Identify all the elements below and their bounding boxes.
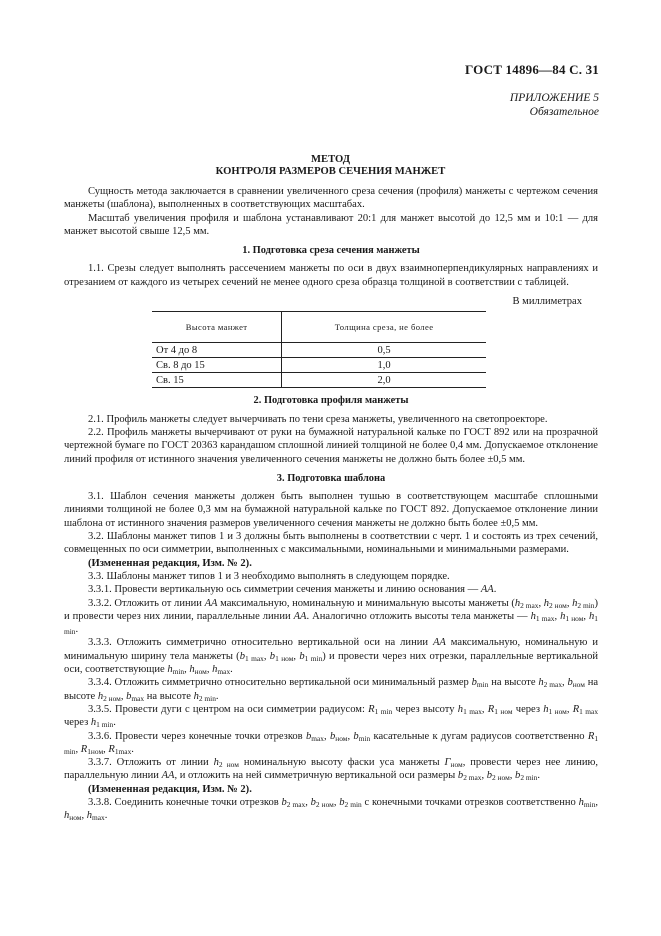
appendix-status: Обязательное xyxy=(529,106,599,118)
paragraph-3-3-6: 3.3.6. Провести через конечные точки отрезков $b_{max}$, $b_{ном}$, $b_{min}$ касательные к дугам радиусов соответственно $R_{1 min}$, $R_{1ном}$, $R_{1max}$. xyxy=(64,730,599,756)
page-header-doc-ref: ГОСТ 14896—84 С. 31 xyxy=(465,62,599,77)
paragraph-2-2: 2.2. Профиль манжеты вычерчивают от руки на бумажной натуральной кальке по ГОСТ 892 или на прозрачной чертежной бумаге по ГОСТ 20363 карандашом сплошной линией толщиной не более 0,4 мм. Допускаемое отклонение линий профиля от истинного значения увеличенного сечения манжеты не должно быть более ±0,5 мм. xyxy=(64,426,598,465)
cell-height: Св. 15 xyxy=(152,373,282,388)
table-col-thickness: Толщина среза, не более xyxy=(282,312,486,343)
title-line-1: МЕТОД xyxy=(311,154,350,165)
section-1-heading: 1. Подготовка среза сечения манжеты xyxy=(242,245,420,257)
paragraph-1-1: 1.1. Срезы следует выполнять рассечением манжеты по оси в двух взаимноперпендикулярных направлениях и отрезанием от каждого из четырех сечений не менее одного среза образца толщиной в соответствии с таблицей. xyxy=(64,263,598,288)
cell-height: Св. 8 до 15 xyxy=(152,358,282,373)
section-2-heading: 2. Подготовка профиля манжеты xyxy=(253,395,409,407)
amendment-note-2: (Измененная редакция, Изм. № 2). xyxy=(88,783,252,795)
slice-thickness-table xyxy=(152,311,486,388)
section-3-heading: 3. Подготовка шаблона xyxy=(276,472,386,484)
cell-thickness: 2,0 xyxy=(282,373,486,388)
table-units: В миллиметрах xyxy=(512,296,582,308)
document-title xyxy=(0,154,661,178)
paragraph-3-3-5: 3.3.5. Провести дуги с центром на оси симметрии радиусом: $R_{1 min}$ через высоту $h_{1 max}$, $R_{1 ном}$ через $h_{1 ном}$, $R_{1 max}$ через $h_{1 min}$. xyxy=(64,703,599,730)
paragraph-3-3-1: 3.3.1. Провести вертикальную ось симметрии сечения манжеты и линию основания — АА. xyxy=(88,584,497,596)
amendment-note-1: (Измененная редакция, Изм. № 2). xyxy=(88,557,252,569)
appendix-number: ПРИЛОЖЕНИЕ 5 xyxy=(509,92,599,104)
paragraph-3-3-2: 3.3.2. Отложить от линии АА максимальную, номинальную и минимальную высоты манжеты ($h_{2 max}$, $h_{2 ном}$, $h_{2 min}$) и провести через них линии, параллельные линии АА. Аналогично отложить высоты тела манжеты — $h_{1 max}$, $h_{1 ном}$, $h_{1 min}$. xyxy=(64,597,598,637)
table-row xyxy=(152,358,486,373)
appendix-label xyxy=(510,91,599,119)
table-header-row xyxy=(152,312,486,343)
intro-paragraph-1: Сущность метода заключается в сравнении увеличенного среза сечения (профиля) манжеты с чертежом сечения манжеты (шаблона), выполненных в соответствующих масштабах. xyxy=(64,186,598,211)
cell-height: От 4 до 8 xyxy=(152,343,282,358)
paragraph-3-3-4: 3.3.4. Отложить симметрично относительно вертикальной оси минимальный размер $b_{min}$ на высоте $h_{2 max}$, $b_{ном}$ на высоте $h_{2 ном}$, $b_{max}$ на высоте $h_{2 min}$. xyxy=(64,677,599,703)
cell-thickness: 1,0 xyxy=(282,358,486,373)
intro-paragraph-2: Масштаб увеличения профиля и шаблона устанавливают 20:1 для манжет высотой до 12,5 мм и 10:1 — для манжет высотой свыше 12,5 мм. xyxy=(64,212,598,237)
document-body xyxy=(64,185,598,823)
paragraph-2-1: 2.1. Профиль манжеты следует вычерчивать по тени среза манжеты, увеличенного на светопроекторе. xyxy=(88,413,548,425)
title-line-2: КОНТРОЛЯ РАЗМЕРОВ СЕЧЕНИЯ МАНЖЕТ xyxy=(215,166,446,177)
paragraph-3-1: 3.1. Шаблон сечения манжеты должен быть выполнен тушью в соответствующем масштабе сплошными линиями толщиной не более 0,3 мм на бумажной натуральной кальке по ГОСТ 892. Допускаемое отклонение линии шаблона от истинного значения размеров увеличенного сечения манжеты не должно быть более ±0,5 мм. xyxy=(64,491,598,529)
table-col-height: Высота манжет xyxy=(152,312,282,343)
paragraph-3-3-8: 3.3.8. Соединить конечные точки отрезков $b_{2 max}$, $b_{2 ном}$, $b_{2 min}$ с конечными точками отрезков соответственно $h_{min}$, $h_{ном}$, $h_{max}$. xyxy=(64,796,599,823)
paragraph-3-3: 3.3. Шаблоны манжет типов 1 и 3 необходимо выполнять в следующем порядке. xyxy=(88,570,450,582)
table-row xyxy=(152,373,486,388)
paragraph-3-2: 3.2. Шаблоны манжет типов 1 и 3 должны быть выполнены в соответствии с черт. 1 и состоять из трех сечений, совмещенных по оси симметрии, выполненных с максимальными, номинальными и минимальными размерами. xyxy=(64,531,598,556)
table-row xyxy=(152,343,486,358)
paragraph-3-3-3: 3.3.3. Отложить симметрично относительно вертикальной оси на линии АА максимальную, номинальную и минимальную ширину тела манжеты ($b_{1 max}$, $b_{1 ном}$, $b_{1 min}$) и провести через них отрезки, параллельные вертикальной оси, соответствующие $h_{min}$, $h_{ном}$, $h_{max}$. xyxy=(64,637,598,677)
paragraph-3-3-7: 3.3.7. Отложить от линии $h_{2 ном}$ номинальную высоту фаски уса манжеты $Г_{ном}$, провести через нее линию, параллельную линии АА, и отложить на ней симметричную вертикальной оси размеры $b_{2 max}$, $b_{2 ном}$, $b_{2 min}$. xyxy=(64,757,598,783)
cell-thickness: 0,5 xyxy=(282,343,486,358)
